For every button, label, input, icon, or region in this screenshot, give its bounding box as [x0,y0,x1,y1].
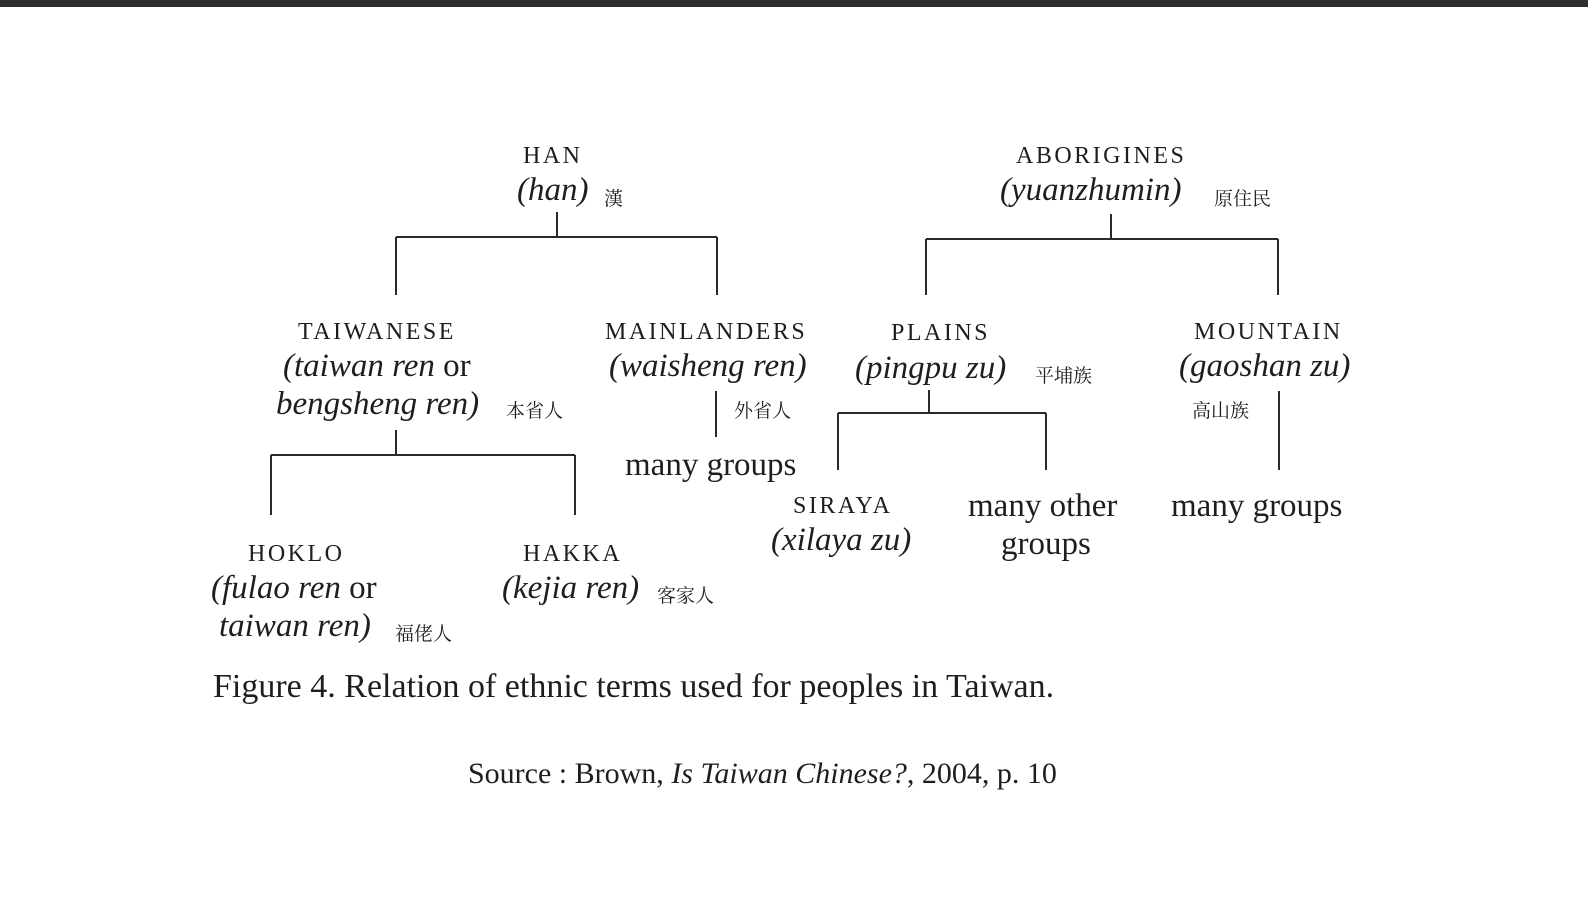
aborigines-term: (yuanzhumin) [1000,172,1182,208]
source-suffix: , 2004, p. 10 [906,757,1057,790]
mainlanders-term: (waisheng ren) [609,348,807,384]
mainlanders-chinese: 外省人 [734,400,792,422]
siraya-title: SIRAYA [793,493,893,519]
mountain-title: MOUNTAIN [1194,319,1343,345]
hoklo-term-or: or [340,570,377,606]
han-chinese: 漢 [604,188,624,210]
figure-caption: Figure 4. Relation of ethnic terms used for peoples in Taiwan. [213,668,1055,705]
plains-term: (pingpu zu) [855,350,1007,386]
other-groups-line2: groups [1001,526,1091,562]
other-groups-line1: many other [968,488,1118,524]
hakka-title: HAKKA [523,541,623,567]
taiwanese-term-line2: bengsheng ren) [276,386,480,422]
han-term: (han) [517,172,589,208]
plains-chinese: 平埔族 [1035,365,1093,387]
source-citation [468,757,1057,791]
plains-title: PLAINS [891,320,991,346]
siraya-term: (xilaya zu) [771,522,912,558]
hoklo-term-a: (fulao ren [211,570,341,606]
hoklo-title: HOKLO [248,541,345,567]
hoklo-term-line2: taiwan ren) [219,608,371,644]
mainlanders-title: MAINLANDERS [605,319,808,345]
hoklo-term-line1 [211,570,377,607]
taiwanese-title: TAIWANESE [298,319,456,345]
han-title: HAN [523,143,583,169]
taiwanese-term-a: (taiwan ren [283,348,435,384]
aborigines-title: ABORIGINES [1016,143,1187,169]
source-prefix: Source : Brown, [468,757,672,790]
source-book: Is Taiwan Chinese? [671,757,907,790]
mountain-term: (gaoshan zu) [1179,348,1351,384]
taiwanese-chinese: 本省人 [506,400,564,422]
aborigines-chinese: 原住民 [1214,188,1272,210]
taiwanese-term-line1 [283,348,471,385]
mountain-child: many groups [1171,488,1343,524]
taiwanese-term-or: or [434,348,471,384]
hakka-chinese: 客家人 [657,585,715,607]
hakka-term: (kejia ren) [502,570,640,606]
mountain-chinese: 高山族 [1192,400,1250,422]
mainlanders-child: many groups [625,447,797,483]
hoklo-chinese: 福佬人 [395,623,453,645]
